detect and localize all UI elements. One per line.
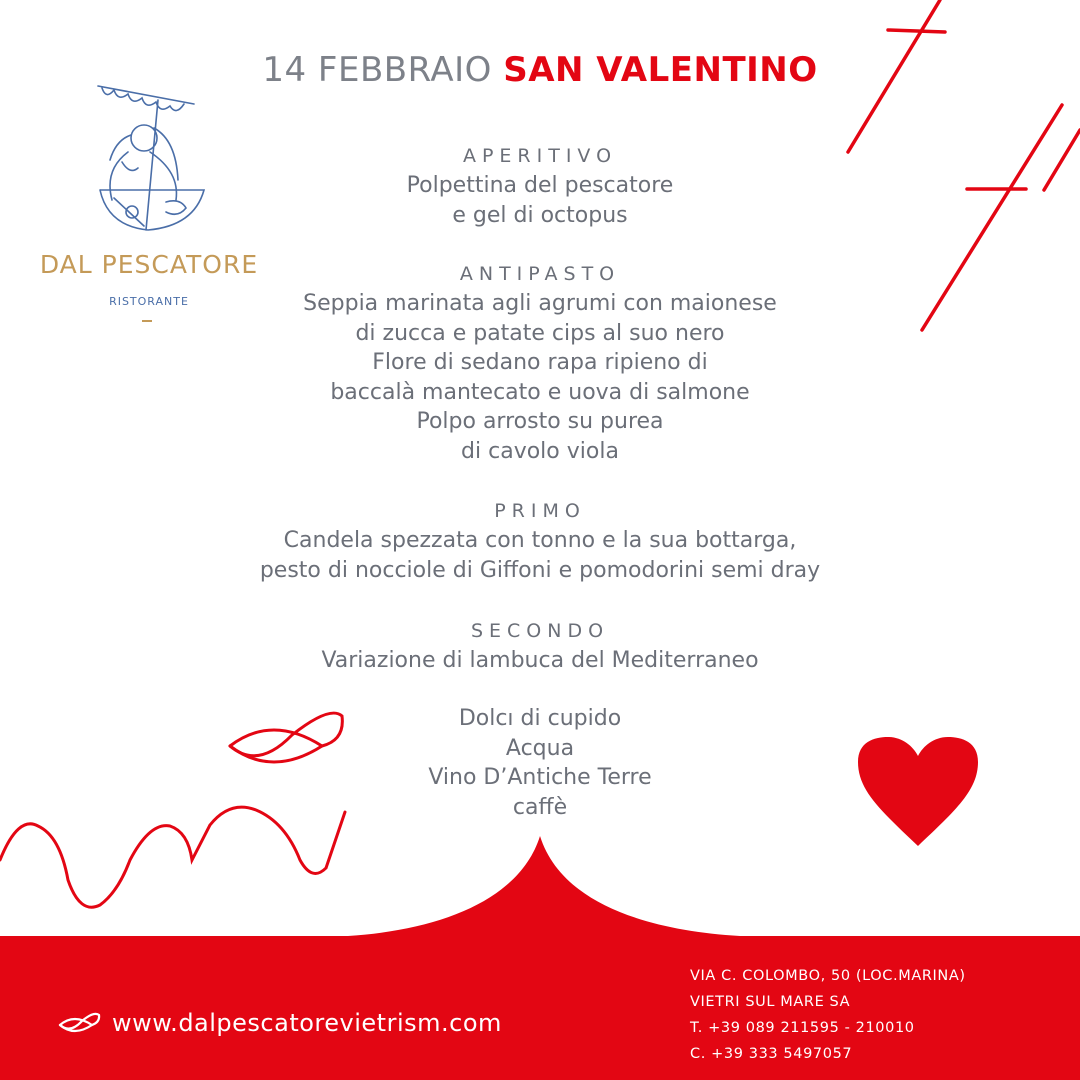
wave-icon	[0, 807, 345, 907]
menu-line: Flore di sedano rapa ripieno di	[372, 350, 708, 375]
section-heading: PRIMO	[494, 500, 586, 522]
red-hill-shape	[348, 836, 740, 936]
address-line: VIA C. COLOMBO, 50 (LOC.MARINA)	[690, 968, 966, 984]
menu-line: Polpettina del pescatore	[406, 173, 674, 198]
section-antipasto	[0, 262, 1080, 466]
menu-line: Acqua	[505, 735, 575, 761]
menu-line: Candela spezzata con tonno e la sua bottarga,	[283, 528, 797, 553]
website-link[interactable]: www.dalpescatorevietrism.com	[112, 1009, 502, 1037]
title-event: SAN VALENTINO	[503, 50, 818, 90]
menu-line: di cavolo viola	[461, 438, 619, 464]
menu-line: Variazione di lambuca del Mediterraneo	[321, 648, 759, 673]
section-aperitivo	[0, 144, 1080, 230]
section-primo	[0, 499, 1080, 585]
section-secondo	[0, 619, 1080, 676]
contact-address	[690, 963, 966, 1067]
menu-line: baccalà mantecato e uova di salmone	[330, 379, 750, 405]
section-extras	[0, 704, 1080, 822]
menu-line: Polpo arrosto su purea	[416, 409, 664, 434]
section-heading: ANTIPASTO	[459, 263, 621, 285]
section-heading: APERITIVO	[462, 145, 618, 167]
fish-icon	[58, 1010, 102, 1040]
menu-line: Dolcı di cupido	[458, 706, 622, 731]
menu-line: caffè	[512, 794, 568, 820]
phone-line[interactable]: T. +39 089 211595 - 210010	[690, 1020, 915, 1036]
mobile-line[interactable]: C. +39 333 5497057	[690, 1046, 853, 1062]
logo-name: DAL PESCATORE	[39, 250, 259, 279]
address-line: VIETRI SUL MARE SA	[690, 994, 851, 1010]
title-date: 14 FEBBRAIO	[262, 50, 492, 90]
menu-line: Seppia marinata agli agrumi con maionese	[303, 291, 777, 316]
menu-line: di zucca e patate cips al suo nero	[355, 320, 725, 346]
menu-line: e gel di octopus	[452, 202, 628, 228]
logo-subtitle: RISTORANTE	[109, 295, 189, 308]
menu-line: pesto di nocciole di Giffoni e pomodorini semi dray	[259, 557, 821, 583]
section-heading: SECONDO	[470, 620, 610, 642]
menu-line: Vino D’Antiche Terre	[428, 765, 652, 790]
